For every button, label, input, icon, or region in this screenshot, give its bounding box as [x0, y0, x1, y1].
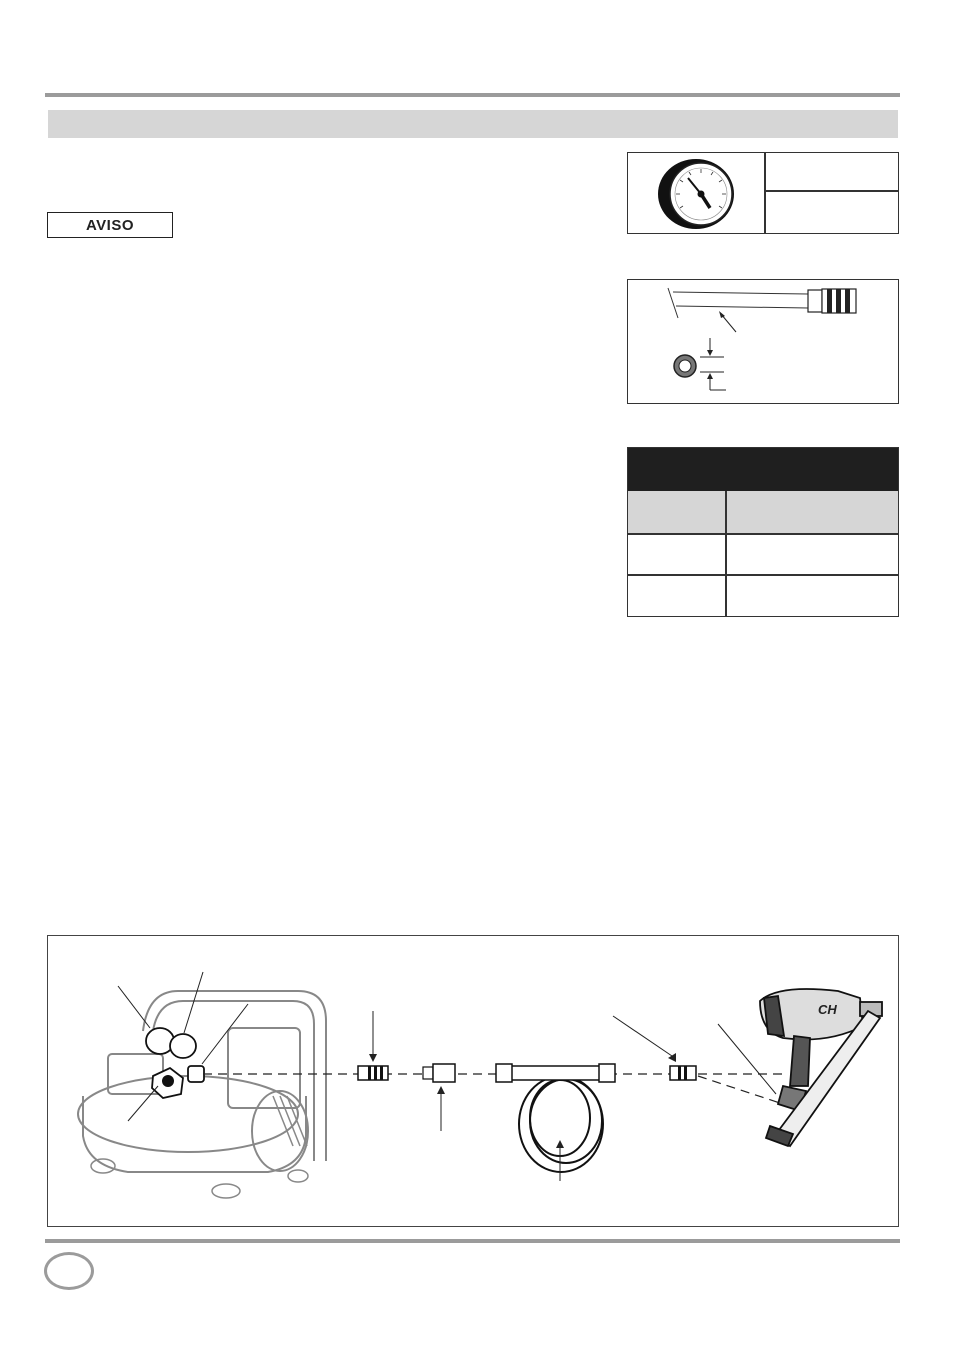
section-title-bar: [48, 110, 898, 138]
connection-diagram: [47, 935, 899, 1227]
bottom-rule: [45, 1239, 900, 1243]
top-rule: [45, 93, 900, 97]
compressor-hose-nailer-diagram: [48, 936, 900, 1228]
hose-diameter-icon: [628, 280, 900, 405]
spec-table: [627, 447, 899, 617]
nailer-logo: CH: [818, 1002, 837, 1017]
spec-table-column-headers: [628, 491, 898, 533]
spec-table-row-divider: [628, 533, 898, 535]
gauge-figure: [627, 152, 899, 234]
spec-table-header: [628, 448, 898, 491]
gauge-figure-divider: [764, 153, 766, 233]
hose-figure: [627, 279, 899, 404]
spec-table-column-divider: [725, 491, 727, 616]
spec-table-row-divider: [628, 574, 898, 576]
aviso-label: AVISO: [47, 212, 173, 238]
gauge-figure-row-divider: [764, 190, 898, 192]
page-number-badge: [44, 1252, 94, 1290]
